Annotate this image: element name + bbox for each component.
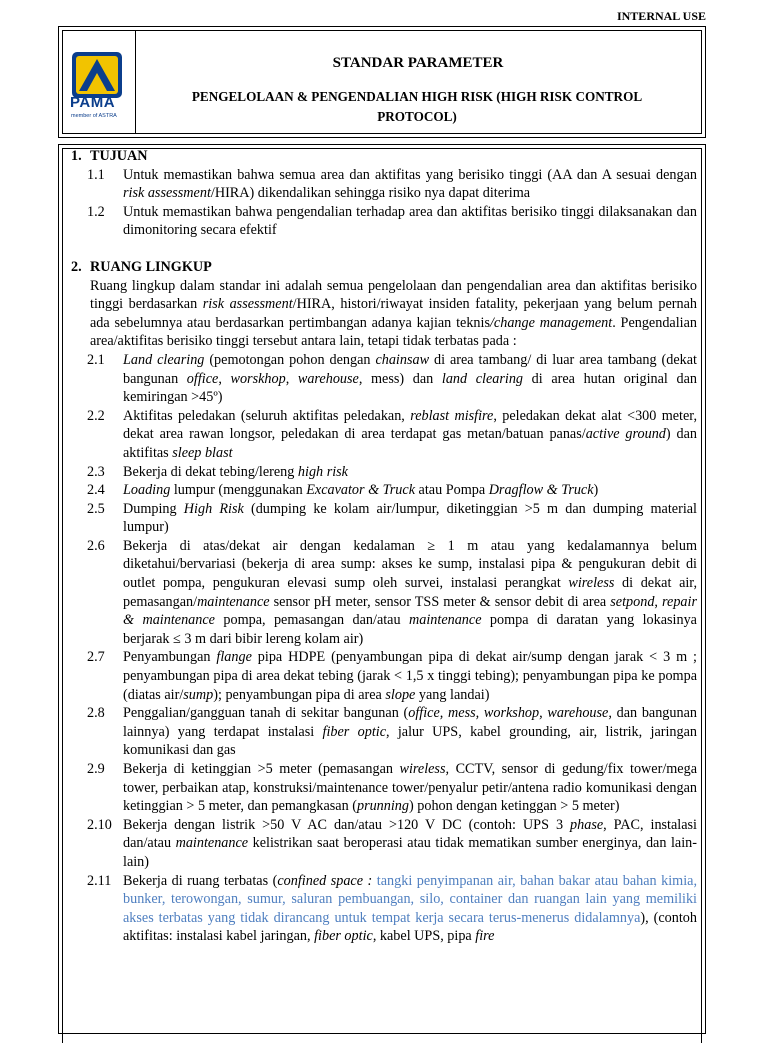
item-number: 2.4 xyxy=(87,482,105,499)
t: land clearing xyxy=(441,370,524,387)
t: Penggalian/gangguan tanah di sekitar bangunan ( xyxy=(123,705,409,722)
t: , xyxy=(285,370,298,387)
t: Dumping xyxy=(123,500,184,517)
t: ) pohon dengan ketinggan > 5 meter) xyxy=(409,798,620,815)
t: , xyxy=(218,370,231,387)
t: wireless xyxy=(568,575,615,592)
item-number: 2.6 xyxy=(87,537,105,554)
t: , xyxy=(654,593,663,610)
list-item xyxy=(71,872,697,946)
scope-intro xyxy=(71,277,697,351)
item-number: 2.11 xyxy=(87,872,112,889)
t: pompa di daratan yang lokasinya berjarak ≤ 3 m dari bibir lereng kolam air) xyxy=(123,612,697,647)
t: Aktifitas peledakan (seluruh aktifitas peledakan, xyxy=(123,407,411,424)
t: Penyambungan xyxy=(123,649,217,666)
t: , mess) dan xyxy=(358,370,442,387)
t: warehouse xyxy=(297,370,359,387)
document-subtitle xyxy=(153,87,681,127)
t: di dekat air, pemasangan/ xyxy=(123,575,698,610)
t: prunning xyxy=(356,798,409,815)
t: lumpur (menggunakan xyxy=(170,482,307,499)
t: sump xyxy=(183,686,214,703)
t: kelistrikan saat beroperasi atau tidak mematikan sumber energinya, dan lain-lain) xyxy=(123,835,697,870)
item-number: 2.5 xyxy=(87,500,105,517)
t: maintenance xyxy=(175,835,249,852)
t: di area tambang/ di luar area tambang (dekat bangunan xyxy=(123,351,697,387)
t: (pemotongan pohon dengan xyxy=(204,351,376,368)
t: , kabel UPS, pipa xyxy=(372,928,476,945)
subtitle-line1: PENGELOLAAN & PENGENDALIAN HIGH RISK (HIGH RISK CONTROL xyxy=(191,89,643,104)
t: , peledakan dekat alat <300 meter, dekat area rawan longsor, peledakan di area terdapat gas metan/batuan panas/ xyxy=(123,407,697,443)
t: atau Pompa xyxy=(415,482,489,499)
item-number: 2.8 xyxy=(87,705,105,722)
t: Land clearing xyxy=(123,351,205,368)
t: maintenance xyxy=(197,593,270,610)
document-header xyxy=(58,26,706,138)
document-title: STANDAR PARAMETER xyxy=(332,55,504,71)
intro-text: Ruang lingkup dalam standar ini adalah semua pengelolaan dan pengendalian area dan aktifitas berisiko tinggi berdasarkan xyxy=(90,277,697,313)
document-body xyxy=(58,144,706,1034)
t: setpond xyxy=(610,593,655,610)
list-item xyxy=(71,481,697,500)
t: Loading xyxy=(123,482,171,499)
t: active ground xyxy=(585,426,666,443)
t: sensor pH meter, sensor TSS meter & sensor debit di area xyxy=(269,593,611,610)
t: Bekerja dengan listrik >50 V AC dan/atau >120 V DC (contoh: UPS 3 xyxy=(123,816,571,833)
pama-logo-icon xyxy=(71,51,123,99)
item-text: /HIRA) dikendalikan sehingga risiko nya dapat diterima xyxy=(210,185,531,202)
t: slope xyxy=(385,686,416,703)
t: Bekerja di atas/dekat air dengan kedalaman ≥ 1 m atau yang kedalamannya belum diketahui/bervariasi (bekerja di area sump: akses ke sump, instalasi pipa & pengukuran debit di outlet pompa, pengukuran elevasi sump oleh survei, instalasi perangkat xyxy=(123,537,697,592)
t: worskhop xyxy=(230,370,286,387)
intro-text: . Pengendalian area/aktifitas berisiko tinggi tersebut antara lain, tetapi tidak terbatas pada : xyxy=(90,314,697,350)
t: confined space : xyxy=(277,872,373,889)
section-heading-ruang-lingkup xyxy=(71,258,697,277)
item-number: 2.10 xyxy=(87,816,112,833)
list-item xyxy=(71,704,697,760)
t: Dragflow & Truck xyxy=(488,482,594,499)
section-heading-tujuan xyxy=(71,147,697,166)
t: fiber optic xyxy=(322,723,386,740)
t: maintenance xyxy=(409,612,482,629)
item-number: 2.9 xyxy=(87,761,105,777)
t: tangki penyimpanan air, bahan bakar atau bahan kimia, bunker, terowongan, sumur, saluran pembuangan, silo, container dan ruangan lain yang memiliki akses terbatas yang tidak dirancang untuk tempat kerja secara terus-menerus didalamnya xyxy=(123,872,697,926)
t: office xyxy=(186,370,219,387)
list-item xyxy=(71,648,697,704)
t: flange xyxy=(216,649,252,666)
intro-text: /HIRA, histori/riwayat insiden fatality, pekerjaan yang belum pernah ada sebelumnya atau berdasarkan pertimbangan adanya kajian teknis xyxy=(90,296,697,331)
t: repair & maintenance xyxy=(123,593,697,629)
t: Excavator & Truck xyxy=(306,482,415,499)
intro-text-italic: /change management xyxy=(489,314,613,331)
brand-tagline: member of ASTRA xyxy=(71,113,117,119)
section-number: 1. xyxy=(71,148,82,164)
list-item xyxy=(71,203,697,240)
item-number: 1.2 xyxy=(87,203,105,220)
t: phase xyxy=(570,816,604,833)
list-item xyxy=(71,537,697,649)
t: fire xyxy=(475,928,495,945)
logo-cell xyxy=(63,31,136,133)
t: pompa, pemasangan dan/atau xyxy=(214,612,409,629)
subtitle-line2: PROTOCOL) xyxy=(377,109,457,124)
t: , jalur UPS, kabel grounding, air, listrik, jaringan komunikasi dan gas xyxy=(123,723,697,759)
t: office, mess, workshop, warehouse xyxy=(408,705,609,722)
t: (dumping ke kolam air/lumpur, diketinggian >5 m dan dumping material lumpur) xyxy=(123,500,697,536)
list-item xyxy=(71,816,697,872)
t: , dan bangunan lainnya) yang terdapat instalasi xyxy=(123,705,697,740)
t: fiber optic xyxy=(314,928,373,945)
intro-text-italic: risk assessment xyxy=(202,296,293,313)
brand-name: PAMA xyxy=(70,94,116,111)
classification-label: INTERNAL USE xyxy=(616,9,706,23)
t: Bekerja di ketinggian >5 meter (pemasangan xyxy=(123,761,400,777)
list-item xyxy=(71,351,697,407)
t: wireless, xyxy=(399,761,450,777)
item-text: Untuk memastikan bahwa pengendalian terhadap area dan aktifitas berisiko tinggi dilaksanakan dan dimonitoring secara efektif xyxy=(123,203,697,239)
list-item xyxy=(71,500,697,537)
item-text-italic: risk assessment xyxy=(123,185,211,202)
t: yang landai) xyxy=(415,686,490,703)
section-title: RUANG LINGKUP xyxy=(90,258,212,275)
item-number: 1.1 xyxy=(87,166,105,183)
t: sleep blast xyxy=(172,444,233,461)
t: Bekerja di dekat tebing/lereng xyxy=(123,463,298,480)
item-number: 2.1 xyxy=(87,351,105,368)
t: ); penyambungan pipa di area xyxy=(213,686,386,703)
list-item xyxy=(71,407,697,463)
t: Bekerja di ruang terbatas ( xyxy=(123,872,278,889)
t: ) dan aktifitas xyxy=(123,426,697,461)
item-number: 2.7 xyxy=(87,649,105,666)
t: chainsaw xyxy=(375,351,430,368)
list-item xyxy=(71,166,697,203)
t: di area hutan original dan kemiringan >45º) xyxy=(123,370,697,406)
list-item xyxy=(71,463,697,482)
section-number: 2. xyxy=(71,258,82,275)
t: CCTV, sensor di gedung/fix tower/mega tower, perbaikan atap, konstruksi/maintenance tower/penyalur petir/antena radio komunikasi dengan ketinggian > 5 meter, dan pemangkasan ( xyxy=(123,761,697,815)
t: reblast misfire xyxy=(410,407,494,424)
item-number: 2.2 xyxy=(87,407,105,424)
t: ) xyxy=(593,482,599,499)
t: high risk xyxy=(297,463,348,480)
item-text: Untuk memastikan bahwa semua area dan aktifitas yang berisiko tinggi (AA dan A sesuai dengan xyxy=(123,166,697,183)
t: High Risk xyxy=(183,500,244,517)
item-number: 2.3 xyxy=(87,463,105,480)
t: ), (contoh aktifitas: instalasi kabel jaringan, xyxy=(123,909,697,945)
t: , PAC, instalasi dan/atau xyxy=(123,816,697,852)
list-item xyxy=(71,760,697,816)
t: pipa HDPE (penyambungan pipa di dekat air/sump dengan jarak < 3 m ; penyambungan pipa di area dekat tebing (jarak < 1,5 x tinggi tebing); penyambungan pipa ke pompa (diatas air/ xyxy=(123,649,697,703)
section-title: TUJUAN xyxy=(90,148,148,164)
